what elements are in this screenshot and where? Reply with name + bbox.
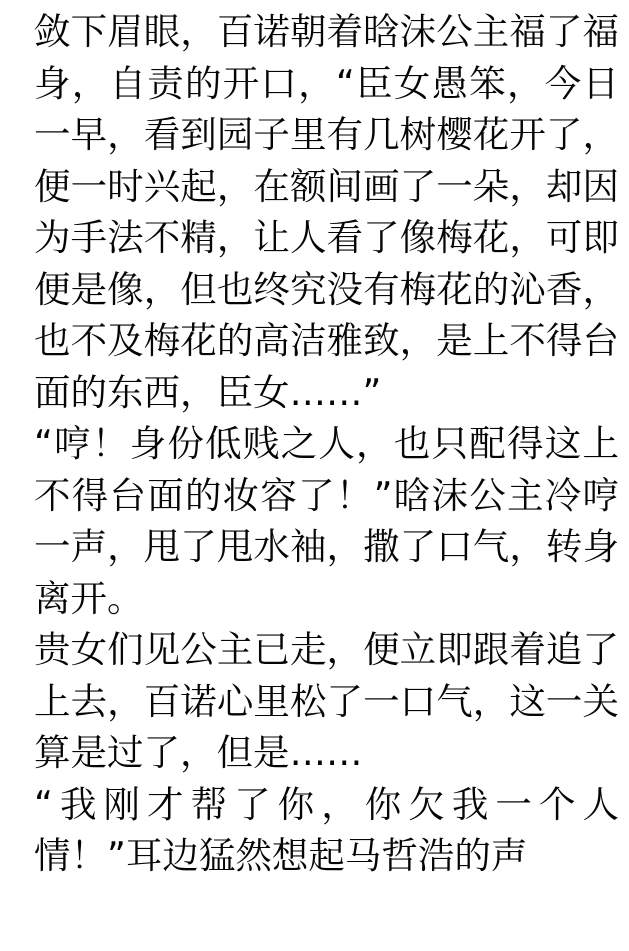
paragraph-1: 敛下眉眼，百诺朝着晗沫公主福了福身，自责的开口，“臣女愚笨，今日一早，看到园子里有几树樱花开了，便一时兴起，在额间画了一朵，却因为手法不精，让人看了像梅花，可即便是像，但也终究没有梅花的沁香，也不及梅花的高洁雅致，是上不得台面的东西，臣女……” xyxy=(34,10,619,414)
paragraph-3: 贵女们见公主已走，便立即跟着追了上去，百诺心里松了一口气，这一关算是过了，但是…… xyxy=(34,628,619,774)
paragraph-2: “哼！身份低贱之人，也只配得这上不得台面的妆容了！”晗沫公主冷哼一声，甩了甩水袖，撒了口气，转身离开。 xyxy=(34,422,619,620)
paragraph-4: “我刚才帮了你，你欠我一个人情！”耳边猛然想起马哲浩的声 xyxy=(34,782,619,877)
novel-text-body xyxy=(34,6,619,882)
